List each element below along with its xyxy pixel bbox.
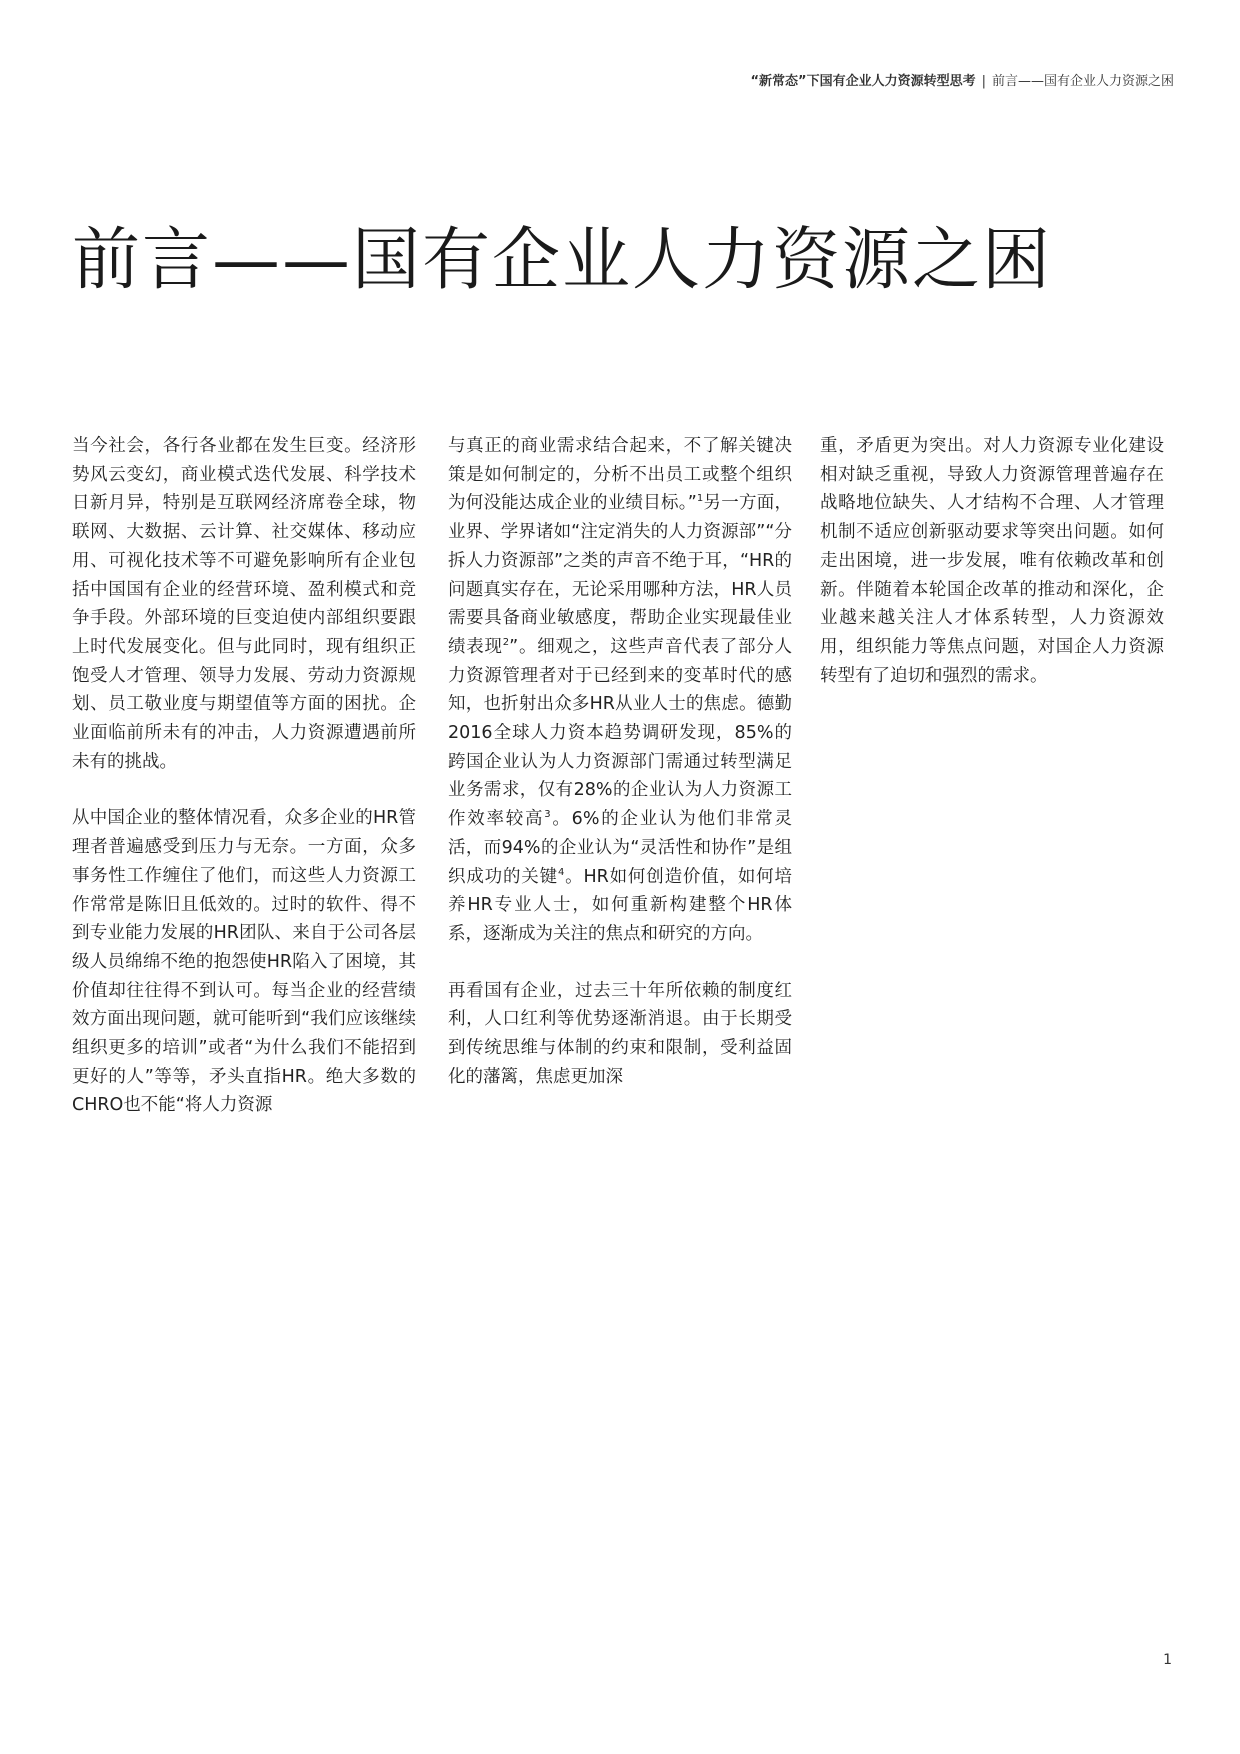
- paragraph: 当今社会，各行各业都在发生巨变。经济形势风云变幻，商业模式迭代发展、科学技术日新月异，特别是互联网经济席卷全球，物联网、大数据、云计算、社交媒体、移动应用、可视化技术等不可避免影响所有企业包括中国国有企业的经营环境、盈利模式和竞争手段。外部环境的巨变迫使内部组织要跟上时代发展变化。但与此同时，现有组织正饱受人才管理、领导力发展、劳动力资源规划、员工敬业度与期望值等方面的困扰。企业面临前所未有的冲击，人力资源遭遇前所未有的挑战。: [72, 436, 416, 772]
- paragraph-segment: ”。细观之，这些声音代表了部分人力资源管理者对于已经到来的变革时代的感知，也折射出众多HR从业人士的焦虑。德勤2016全球人力资本趋势调研发现，85%的跨国企业认为人力资源部门需通过转型满足业务需求，仅有28%的企业认为人力资源工作效率较高: [448, 636, 792, 830]
- text-column-2: [448, 432, 792, 1119]
- paragraph-segment: 另一方面，业界、学界诸如“注定消失的人力资源部”“分拆人力资源部”之类的声音不绝于耳，“HR的问题真实存在，无论采用哪种方法，HR人员需要具备商业敏感度，帮助企业实现最佳业绩表现: [448, 493, 792, 657]
- running-header: [751, 70, 1175, 89]
- paragraph: 从中国企业的整体情况看，众多企业的HR管理者普遍感受到压力与无奈。一方面，众多事务性工作缠住了他们，而这些人力资源工作常常是陈旧且低效的。过时的软件、得不到专业能力发展的HR团队、来自于公司各层级人员绵绵不绝的抱怨使HR陷入了困境，其价值却往往得不到认可。每当企业的经营绩效方面出现问题，就可能听到“我们应该继续组织更多的培训”或者“为什么我们不能招到更好的人”等等，矛头直指HR。绝大多数的CHRO也不能“将人力资源: [72, 808, 416, 1116]
- text-column-3: [820, 432, 1164, 718]
- footnote-ref[interactable]: 1: [696, 493, 704, 505]
- text-column-1: [72, 432, 416, 1148]
- footnote-ref[interactable]: 4: [557, 866, 565, 878]
- paragraph: 重，矛盾更为突出。对人力资源专业化建设相对缺乏重视，导致人力资源管理普遍存在战略地位缺失、人才结构不合理、人才管理机制不适应创新驱动要求等突出问题。如何走出困境，进一步发展，唯有依赖改革和创新。伴随着本轮国企改革的推动和深化，企业越来越关注人才体系转型，人力资源效用，组织能力等焦点问题，对国企人力资源转型有了迫切和强烈的需求。: [820, 436, 1164, 686]
- paragraph-segment: 。6%的企业认为他们非常灵活，而94%的企业认为“灵活性和协作”是组织成功的关键: [448, 809, 793, 887]
- footnote-ref[interactable]: 3: [544, 809, 551, 821]
- header-doc-title: “新常态”下国有企业人力资源转型思考: [750, 74, 976, 89]
- header-separator: |: [981, 74, 986, 89]
- paragraph-segment: 与真正的商业需求结合起来，不了解关键决策是如何制定的，分析不出员工或整个组织为何没能达成企业的业绩目标。”: [448, 436, 792, 514]
- page-title: 前言——国有企业人力资源之困: [72, 221, 1053, 300]
- page-number: 1: [1163, 1652, 1172, 1668]
- paragraph-segment: 。HR如何创造价值，如何培养HR专业人士，如何重新构建整个HR体系，逐渐成为关注的焦点和研究的方向。: [448, 866, 792, 944]
- paragraph: [448, 432, 792, 949]
- header-section-title: 前言——国有企业人力资源之困: [991, 74, 1174, 89]
- footnote-ref[interactable]: 2: [502, 637, 510, 649]
- paragraph: 再看国有企业，过去三十年所依赖的制度红利，人口红利等优势逐渐消退。由于长期受到传统思维与体制的约束和限制，受利益固化的藩篱，焦虑更加深: [448, 980, 792, 1087]
